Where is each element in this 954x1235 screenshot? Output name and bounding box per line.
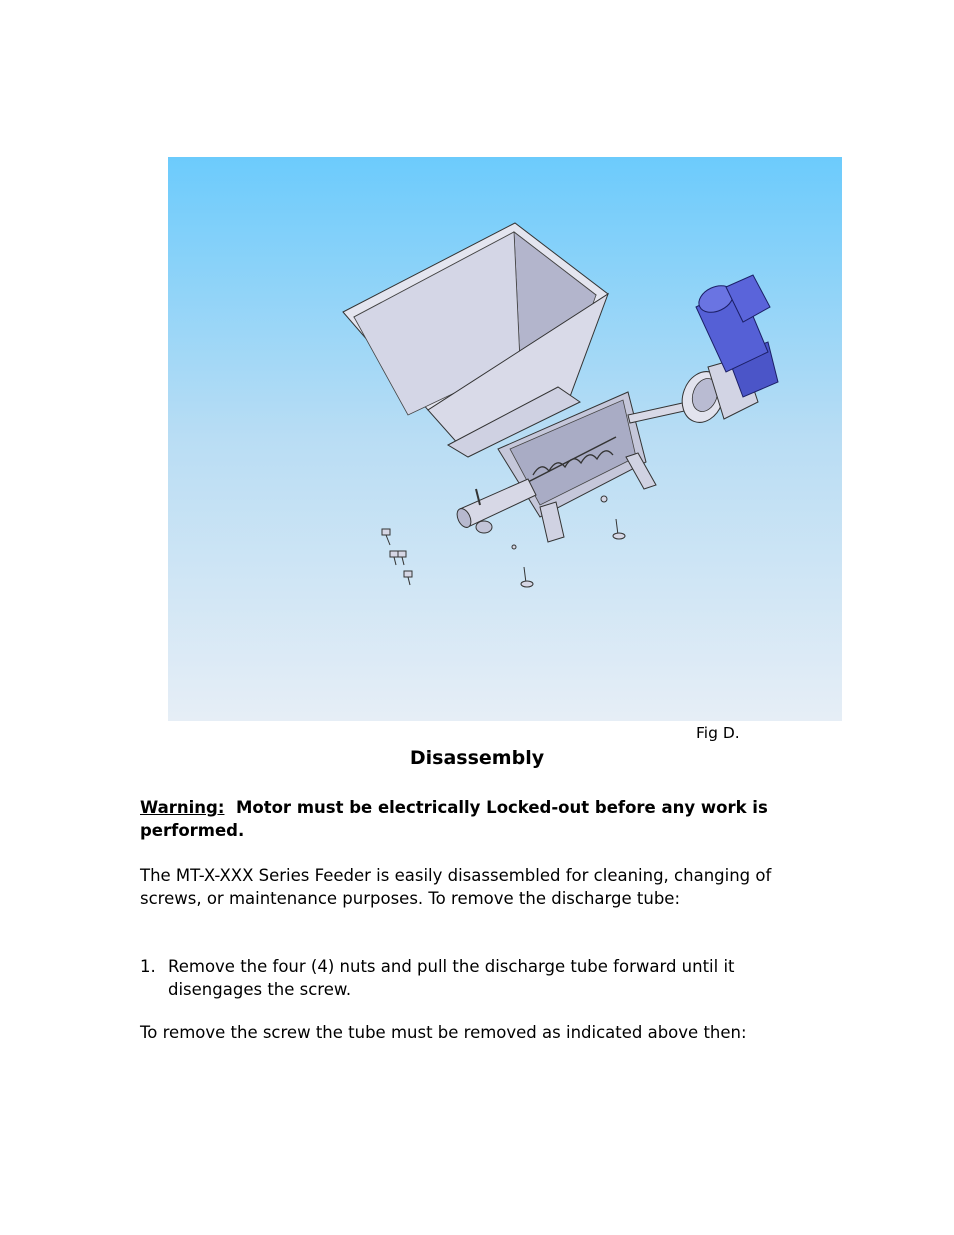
- exploded-feeder-figure: [168, 157, 842, 721]
- warning-label: Warning:: [140, 798, 225, 817]
- feeder-drawing: [168, 157, 842, 721]
- step-item: [140, 955, 780, 1001]
- trough-leg-left: [540, 502, 564, 542]
- step-number: 1.: [140, 957, 156, 976]
- discharge-outlet: [476, 521, 492, 533]
- intro-paragraph: The MT-X-XXX Series Feeder is easily disassembled for cleaning, changing of screws, or maintenance purposes. To remove the discharge tube:: [140, 866, 772, 908]
- warning-paragraph: [140, 796, 800, 842]
- figure-caption: Fig D.: [696, 724, 740, 742]
- trough-leg-right: [626, 453, 656, 489]
- step-text: Remove the four (4) nuts and pull the discharge tube forward until it disengages the screw.: [168, 957, 735, 999]
- warning-text: Motor must be electrically Locked-out before any work is performed.: [140, 798, 768, 840]
- discharge-tube: [460, 479, 536, 527]
- section-heading: Disassembly: [409, 747, 545, 769]
- closing-paragraph: To remove the screw the tube must be removed as indicated above then:: [140, 1023, 747, 1042]
